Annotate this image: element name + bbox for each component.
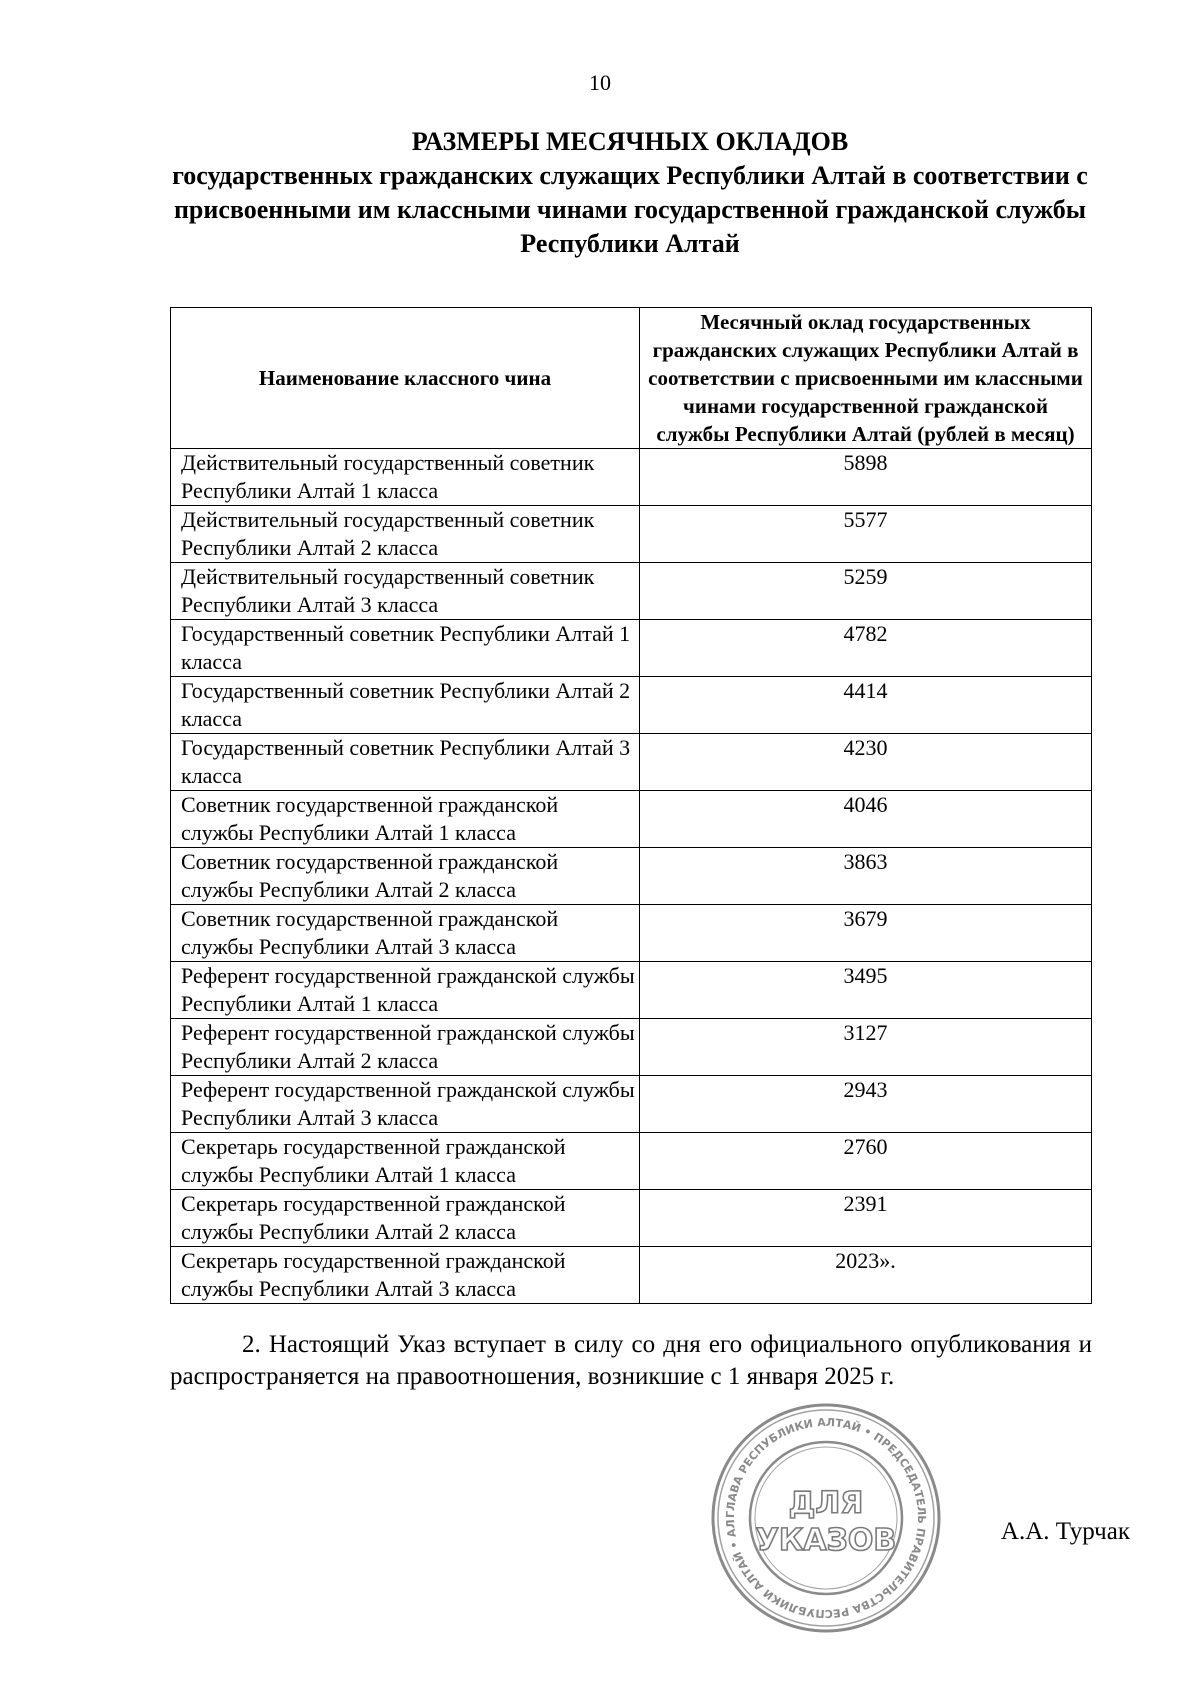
- rank-name: Советник государственной гражданской службы Республики Алтай 3 класса: [171, 905, 640, 962]
- salary-value: 2391: [640, 1190, 1092, 1247]
- rank-name: Государственный советник Республики Алтай 2 класса: [171, 677, 640, 734]
- table-row: [171, 848, 1092, 905]
- table-row: [171, 1247, 1092, 1304]
- page-number: 10: [589, 70, 611, 95]
- salary-value: 5577: [640, 506, 1092, 563]
- rank-name: Референт государственной гражданской службы Республики Алтай 3 класса: [171, 1076, 640, 1133]
- salary-value: 4046: [640, 791, 1092, 848]
- rank-name: Советник государственной гражданской службы Республики Алтай 2 класса: [171, 848, 640, 905]
- header-rank-name: Наименование классного чина: [171, 308, 640, 449]
- seal-ring-text: ГЛАВА РЕСПУБЛИКИ АЛТАЙ • ПРЕДСЕДАТЕЛЬ ПРАВИТЕЛЬСТВА РЕСПУБЛИКИ АЛТАЙ • АЛ: [723, 1415, 929, 1621]
- salary-table: [170, 307, 1092, 1304]
- rank-name: Государственный советник Республики Алтай 1 класса: [171, 620, 640, 677]
- table-row: [171, 677, 1092, 734]
- title-line-1: РАЗМЕРЫ МЕСЯЧНЫХ ОКЛАДОВ: [411, 127, 849, 156]
- table-row: [171, 620, 1092, 677]
- table-header-row: [171, 308, 1092, 449]
- rank-name: Секретарь государственной гражданской службы Республики Алтай 2 класса: [171, 1190, 640, 1247]
- salary-value: 2760: [640, 1133, 1092, 1190]
- salary-value: 3495: [640, 962, 1092, 1019]
- table-row: [171, 563, 1092, 620]
- rank-name: Действительный государственный советник Республики Алтай 3 класса: [171, 563, 640, 620]
- header-salary: Месячный оклад государственных гражданских служащих Республики Алтай в соответствии с присвоенными им классными чинами государственной гражданской службы Республики Алтай (рублей в месяц): [640, 308, 1092, 449]
- table-row: [171, 734, 1092, 791]
- rank-name: Секретарь государственной гражданской службы Республики Алтай 3 класса: [171, 1247, 640, 1304]
- table-row: [171, 506, 1092, 563]
- salary-value: 4414: [640, 677, 1092, 734]
- table-row: [171, 1076, 1092, 1133]
- salary-value: 2023».: [640, 1247, 1092, 1304]
- table-row: [171, 1190, 1092, 1247]
- salary-value: 4782: [640, 620, 1092, 677]
- table-row: [171, 1133, 1092, 1190]
- signature-name: А.А. Турчак: [1000, 1518, 1130, 1545]
- effective-date-paragraph: 2. Настоящий Указ вступает в силу со дня его официального опубликования и распространяется на правоотношения, возникшие с 1 января 2025 г.: [170, 1331, 1092, 1390]
- rank-name: Государственный советник Республики Алтай 3 класса: [171, 734, 640, 791]
- rank-name: Референт государственной гражданской службы Республики Алтай 1 класса: [171, 962, 640, 1019]
- salary-value: 5259: [640, 563, 1092, 620]
- seal-graphic: [708, 1400, 944, 1636]
- title-line-2: государственных гражданских служащих Республики Алтай в соответствии с присвоенными им классными чинами государственной гражданской службы Республики Алтай: [172, 161, 1088, 258]
- salary-value: 3679: [640, 905, 1092, 962]
- table-body: [171, 449, 1092, 1304]
- table-row: [171, 449, 1092, 506]
- table-row: [171, 962, 1092, 1019]
- official-seal: [708, 1400, 944, 1636]
- document-title: [170, 125, 1090, 261]
- seal-center-line-2: УКАЗОВ: [755, 1523, 897, 1558]
- table-row: [171, 905, 1092, 962]
- salary-value: 2943: [640, 1076, 1092, 1133]
- salary-value: 3863: [640, 848, 1092, 905]
- rank-name: Секретарь государственной гражданской службы Республики Алтай 1 класса: [171, 1133, 640, 1190]
- salary-value: 3127: [640, 1019, 1092, 1076]
- salary-value: 4230: [640, 734, 1092, 791]
- rank-name: Советник государственной гражданской службы Республики Алтай 1 класса: [171, 791, 640, 848]
- rank-name: Действительный государственный советник Республики Алтай 1 класса: [171, 449, 640, 506]
- rank-name: Референт государственной гражданской службы Республики Алтай 2 класса: [171, 1019, 640, 1076]
- rank-name: Действительный государственный советник Республики Алтай 2 класса: [171, 506, 640, 563]
- seal-center-line-1: ДЛЯ: [788, 1486, 864, 1521]
- table-row: [171, 791, 1092, 848]
- table-row: [171, 1019, 1092, 1076]
- salary-value: 5898: [640, 449, 1092, 506]
